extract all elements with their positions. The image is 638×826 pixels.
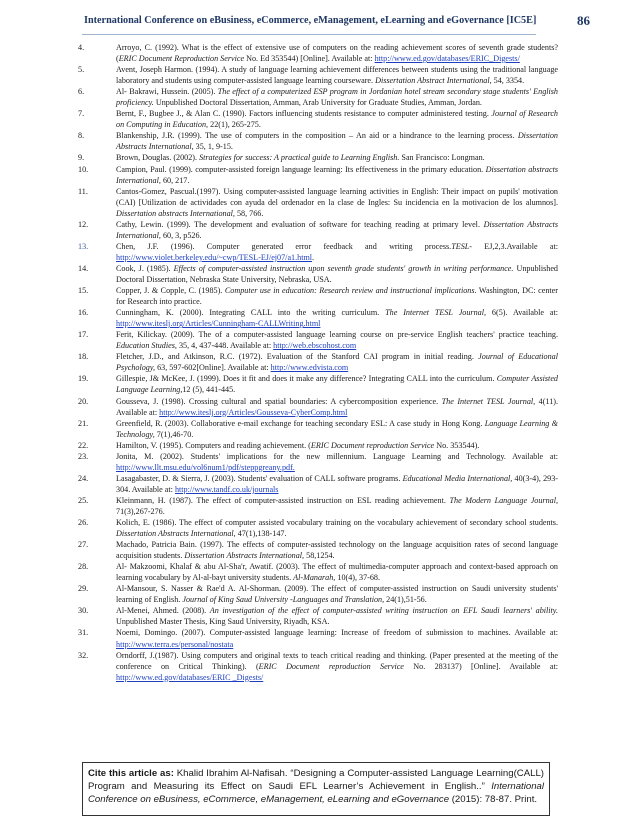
reference-detail: 40(3-4), 293-304. Available at: bbox=[116, 473, 558, 494]
reference-item bbox=[78, 650, 558, 683]
reference-text bbox=[116, 285, 558, 307]
reference-number: 32. bbox=[78, 650, 89, 660]
reference-text bbox=[116, 440, 558, 451]
reference-number: 10. bbox=[78, 164, 89, 174]
reference-detail: 22(1), 265-275. bbox=[208, 120, 261, 130]
reference-main-text: Cunningham, K. (2000). Integrating CALL into the writing curriculum. bbox=[116, 308, 386, 318]
reference-number: 29. bbox=[78, 584, 89, 594]
reference-item bbox=[78, 152, 558, 163]
reference-main-text: Bernt, F., Bugbee J., & Alan C. (1990). Factors influencing students resistance to computer administered testing. bbox=[116, 109, 492, 119]
reference-detail: Unpublished Master Thesis, King Saud University, Riyadh, KSA. bbox=[116, 617, 330, 627]
reference-detail: , 35, 1, 9-15. bbox=[191, 142, 233, 152]
citation-text: Khalid Ibrahim Al-Nafisah. “Designing a Computer-assisted Language Learning(CALL) Program and Measuring its Effect on Saudi EFL Learner’s Achievement in English..” bbox=[88, 768, 544, 792]
reference-detail: Unpublished Doctoral Dissertation, Amman, Arab University for Graduate Studies, Amman, Jordan. bbox=[153, 98, 482, 108]
reference-detail: 4(11). Available at: bbox=[116, 396, 559, 417]
reference-item bbox=[78, 396, 558, 418]
reference-italic: Dissertation Abstract International, bbox=[375, 76, 492, 86]
reference-item bbox=[78, 495, 558, 517]
reference-link[interactable]: http://web.ebscohost.com bbox=[273, 341, 357, 351]
reference-main-text: Al-Mansour, S. Nasser & Rae'd A. Al-Shorman. (2009). The effect of computer-assisted instruction on Saudi university students' learning of English. bbox=[116, 584, 558, 605]
reference-detail: 47(1),138-147. bbox=[235, 529, 287, 539]
reference-main-text: Cathy, Lewin. (1999). The development and evaluation of software for teaching reading at primary level. bbox=[116, 219, 484, 229]
reference-text bbox=[116, 186, 558, 219]
conference-title: International Conference on eBusiness, eCommerce, eManagement, eLearning and eGovernance [IC5E] bbox=[84, 15, 537, 26]
reference-link[interactable]: http://www.edvista.com bbox=[270, 363, 349, 373]
reference-italic: The Internet TESL Journal, bbox=[385, 308, 487, 318]
reference-detail: 35, 4, 437-448. Available at: bbox=[176, 341, 274, 351]
reference-number: 16. bbox=[78, 308, 89, 318]
reference-main-text: Greenfield, R. (2003). Collaborative e-mail exchange for teaching secondary ESL: A case study in Hong Kong. bbox=[116, 418, 485, 428]
reference-italic: Journal of King Saud University -Languages and Translation, bbox=[182, 595, 385, 605]
reference-main-text: Ferit, Kilickay. (2009). The of a computer-assisted language learning course on pre-service English teachers' practice teaching. bbox=[116, 330, 558, 340]
reference-text bbox=[116, 219, 558, 241]
reference-number: 13. bbox=[78, 241, 89, 251]
reference-number: 18. bbox=[78, 352, 89, 362]
reference-item bbox=[78, 440, 558, 451]
reference-text bbox=[116, 241, 558, 263]
reference-number: 11. bbox=[78, 186, 88, 196]
reference-main-text: Avent, Joseph Harmon. (1994). A study of language learning achievement differences between students using the traditional language laboratory and students using computer-assisted language learning courseware. bbox=[116, 65, 558, 86]
reference-italic: Dissertation Abstracts International, bbox=[116, 529, 236, 539]
reference-number: 22. bbox=[78, 440, 89, 450]
reference-italic: Dissertation Abstracts International, bbox=[184, 551, 305, 561]
citation-tail: (2015): 78-87. Print. bbox=[449, 794, 538, 805]
reference-item bbox=[78, 539, 558, 561]
reference-detail: 6(5). Available at: bbox=[486, 308, 558, 318]
citation-box bbox=[82, 762, 550, 816]
reference-italic: Journal of Educational Psychology, bbox=[116, 352, 558, 373]
reference-detail: , 60, 3, p526. bbox=[158, 230, 202, 240]
reference-item bbox=[78, 583, 558, 605]
reference-item bbox=[78, 164, 558, 186]
reference-number: 15. bbox=[78, 286, 89, 296]
reference-text bbox=[116, 64, 558, 86]
reference-italic: ERIC Document reproduction Service bbox=[310, 440, 435, 450]
reference-detail: 71(3),267-276. bbox=[116, 506, 165, 516]
reference-main-text: Jonita, M. (2002). Students' implications for the new millennium. Language Learning and Technology. Available at: bbox=[116, 451, 558, 461]
reference-link[interactable]: http://www.iteslj.org/Articles/Gousseva-CyberComp.html bbox=[159, 407, 348, 417]
reference-text bbox=[116, 152, 558, 163]
reference-text bbox=[116, 627, 558, 649]
reference-text bbox=[116, 86, 558, 108]
reference-number: 4. bbox=[78, 43, 85, 52]
reference-italic: Dissertation abstracts International bbox=[116, 164, 558, 185]
reference-text bbox=[116, 605, 558, 627]
reference-text bbox=[116, 130, 558, 152]
citation-label: Cite this article as: bbox=[88, 768, 174, 779]
reference-text bbox=[116, 650, 558, 683]
reference-main-text: Cook, J. (1985). bbox=[116, 263, 174, 273]
reference-detail: 10(4), 37-68. bbox=[335, 573, 381, 583]
reference-detail: , 60, 217. bbox=[158, 175, 190, 185]
reference-italic: Al-Manarah, bbox=[293, 573, 336, 583]
reference-number: 30. bbox=[78, 606, 89, 616]
reference-item bbox=[78, 263, 558, 285]
reference-detail: 63, 597-602[Online]. Available at: bbox=[155, 363, 271, 373]
reference-link[interactable]: http://www.ed.gov/databases/ERIC _Digests/ bbox=[116, 672, 264, 682]
reference-text bbox=[116, 473, 558, 495]
reference-number: 5. bbox=[78, 65, 85, 75]
reference-item bbox=[78, 473, 558, 495]
reference-number: 8. bbox=[78, 131, 85, 141]
reference-italic: The Modern Language Journal, bbox=[449, 495, 558, 505]
reference-item bbox=[78, 86, 558, 108]
reference-item bbox=[78, 451, 558, 473]
reference-text bbox=[116, 42, 558, 64]
reference-item bbox=[78, 605, 558, 627]
reference-detail: 58, 766. bbox=[234, 208, 264, 218]
reference-text bbox=[116, 263, 558, 285]
reference-text bbox=[116, 351, 558, 373]
reference-text bbox=[116, 539, 558, 561]
reference-detail: . Washington, DC: center for Research into practice. bbox=[116, 286, 558, 307]
reference-text bbox=[116, 418, 558, 440]
reference-link[interactable]: http://www.terra.es/personal/nostata bbox=[116, 639, 234, 649]
reference-text bbox=[116, 495, 558, 517]
reference-main-text: Fletcher, J.D., and Atkinson, R.C. (1972). Evaluation of the Stanford CAI program in initial reading. bbox=[116, 352, 479, 362]
reference-italic: TESL- bbox=[451, 241, 472, 251]
reference-text bbox=[116, 307, 558, 329]
reference-main-text: Gousseva, J. (1998). Crossing cultural and spatial boundaries: A cybercomposition experience. bbox=[116, 396, 442, 406]
reference-detail: 58,1254. bbox=[304, 551, 335, 561]
reference-item bbox=[78, 108, 558, 130]
reference-item bbox=[78, 285, 558, 307]
reference-italic: Educational Media International, bbox=[402, 473, 513, 483]
reference-main-text: Machado, Patricia Bain. (1997). The effects of computer-assisted technology on the language acquisition rates of second language acquisition students. bbox=[116, 540, 558, 561]
reference-item bbox=[78, 351, 558, 373]
reference-number: 31. bbox=[78, 628, 89, 638]
reference-number: 6. bbox=[78, 87, 85, 97]
reference-italic: The effect of a computerized ESP program in Jordanian hotel stream secondary stage students' English proficiency. bbox=[116, 87, 558, 108]
reference-number: 17. bbox=[78, 330, 89, 340]
reference-italic: ERIC Document Reproduction Service bbox=[118, 54, 245, 64]
reference-italic: Effects of computer-assisted instruction upon seventh grade students' growth in writing performance. bbox=[173, 263, 514, 273]
citation-venue: International Conference on eBusiness, eCommerce, eManagement, eLearning and eGovernance bbox=[88, 781, 544, 805]
reference-list bbox=[78, 42, 558, 683]
reference-item bbox=[78, 627, 558, 649]
reference-number: 28. bbox=[78, 562, 89, 572]
reference-main-text: Chen, J.F. (1996). Computer generated error feedback and writing process. bbox=[116, 241, 452, 251]
header-divider bbox=[82, 34, 536, 35]
reference-item bbox=[78, 418, 558, 440]
reference-detail: No. 283137) [Online]. Available at: bbox=[403, 661, 558, 671]
reference-detail: EJ,2,3.Available at: bbox=[472, 241, 558, 251]
reference-main-text: Al- Bakrawi, Hussein. (2005). bbox=[116, 87, 218, 97]
reference-item bbox=[78, 517, 558, 539]
reference-main-text: Hamilton, V. (1995). Computers and reading achievement. ( bbox=[116, 440, 311, 450]
reference-item bbox=[78, 241, 558, 263]
reference-number: 27. bbox=[78, 540, 89, 550]
reference-main-text: Gillespie, J& McKee, J. (1999). Does it fit and does it make any difference? Integrating CALL into the curriculum. bbox=[116, 374, 497, 384]
reference-link[interactable]: http://www.llt.msu.edu/vol6num1/pdf/steppgreany.pdf. bbox=[116, 462, 295, 472]
reference-main-text: Noemi, Domingo. (2007). Computer-assisted language learning: Increase of freedom of submission to machines. Available at: bbox=[116, 628, 558, 638]
reference-italic: Dissertation Abstracts International bbox=[116, 219, 558, 240]
reference-number: 20. bbox=[78, 396, 89, 406]
reference-text bbox=[116, 583, 558, 605]
reference-number: 9. bbox=[78, 153, 85, 163]
reference-item bbox=[78, 186, 558, 219]
reference-italic: Strategies for success: A practical guide to Learning English. bbox=[199, 153, 400, 163]
reference-item bbox=[78, 373, 558, 395]
reference-italic: Computer Assisted Language Learning, bbox=[116, 374, 558, 395]
reference-text bbox=[116, 373, 558, 395]
reference-detail: 7(1),46-70. bbox=[154, 429, 194, 439]
reference-number: 24. bbox=[78, 473, 89, 483]
page-header bbox=[70, 12, 590, 30]
reference-main-text: Orndorff, J.(1987). Using computers and original texts to teach critical reading and thinking. (Paper presented at the meeting of the conference on Critical Thinking). ( bbox=[116, 650, 558, 671]
reference-number: 25. bbox=[78, 495, 89, 505]
reference-text bbox=[116, 164, 558, 186]
reference-italic: ERIC Document reproduction Service bbox=[258, 661, 404, 671]
reference-italic: Language Learning & Technology, bbox=[116, 418, 558, 439]
reference-number: 21. bbox=[78, 418, 89, 428]
reference-end: . bbox=[312, 252, 315, 262]
page-number: 86 bbox=[577, 13, 590, 28]
reference-number: 26. bbox=[78, 518, 89, 528]
reference-main-text: Lasagabaster, D. & Sierra, J. (2003). Students' evaluation of CALL software programs. bbox=[116, 473, 403, 483]
reference-text bbox=[116, 561, 558, 583]
reference-main-text: Blankenship, J.R. (1999). The use of computers in the composition – An aid or a hindrance to the learning process. bbox=[116, 131, 518, 141]
reference-text bbox=[116, 517, 558, 539]
reference-item bbox=[78, 561, 558, 583]
reference-link[interactable]: http://www.violet.berkeley.edu/~cwp/TESL-EJ/ej07/a1.html bbox=[116, 252, 313, 262]
reference-detail: 54, 3354. bbox=[491, 76, 525, 86]
reference-item bbox=[78, 307, 558, 329]
reference-italic: Computer use in education: Research review and instructional implications bbox=[224, 286, 475, 296]
reference-item bbox=[78, 219, 558, 241]
reference-main-text: Cantos-Gomez, Pascual.(1997). Using computer-assisted language learning activities in English: Their impact on pupils' motivation (CAI) [Utilization de actividades con ayuda del ordenador en la clase de Ingles: Su incidencia en la motivacion de los alumnos]. bbox=[116, 186, 558, 207]
reference-main-text: Al- Makzoomi, Khalaf & abu Al-Sha'r, Awatif. (2003). The effect of multimedia-computer approach and context-based approach on learning vocabulary by Al-al-bayt university students. bbox=[116, 562, 558, 583]
reference-main-text: Arroyo, C. (1992). What is the effect of extensive use of computers on the reading achievement scores of seventh grade students? ( bbox=[116, 43, 558, 64]
reference-number: 7. bbox=[78, 109, 85, 119]
reference-italic: An investigation of the effect of computer-assisted writing instruction on EFL Saudi learners' ability. bbox=[209, 606, 559, 616]
reference-italic: Education Studies, bbox=[116, 341, 177, 351]
reference-number: 23. bbox=[78, 451, 89, 461]
reference-main-text: Brown, Douglas. (2002). bbox=[116, 153, 200, 163]
reference-detail: 24(1),51-56. bbox=[384, 595, 427, 605]
reference-link[interactable]: http://www.ed.gov/databases/ERIC_Digests/ bbox=[374, 54, 520, 64]
reference-italic: The Internet TESL Journal, bbox=[441, 396, 536, 406]
reference-item bbox=[78, 329, 558, 351]
reference-main-text: Campion, Paul. (1999). computer-assisted foreign language learning: Its effectiveness in the primary education. bbox=[116, 164, 486, 174]
reference-main-text: Al-Menei, Ahmed. (2008). bbox=[116, 606, 210, 616]
reference-italic: Dissertation Abstracts International bbox=[116, 131, 558, 152]
reference-text bbox=[116, 108, 558, 130]
reference-detail: No. Ed 353544) [Online]. Available at: bbox=[244, 54, 375, 64]
reference-main-text: Copper, J. & Copple, C. (1985). bbox=[116, 286, 225, 296]
reference-detail: No. 353544). bbox=[434, 440, 480, 450]
reference-detail: San Francisco: Longman. bbox=[399, 153, 485, 163]
reference-item bbox=[78, 64, 558, 86]
reference-main-text: Kleinmann, H. (1987). The effect of computer-assisted instruction on ESL reading achievement. bbox=[116, 495, 450, 505]
reference-italic: Dissertation abstracts International, bbox=[116, 208, 235, 218]
reference-text bbox=[116, 396, 558, 418]
reference-number: 19. bbox=[78, 374, 89, 384]
reference-item bbox=[78, 42, 558, 64]
reference-detail: Unpublished Doctoral Dissertation, Nebraska State University, Nebraska, USA. bbox=[116, 263, 558, 284]
reference-italic: Journal of Research on Computing in Education, bbox=[116, 109, 558, 130]
reference-link[interactable]: http://www.tandf.co.uk/journals bbox=[174, 484, 279, 494]
reference-main-text: Kolich, E. (1986). The effect of computer assisted vocabulary training on the vocabulary achievement of secondary school students. bbox=[116, 518, 558, 528]
reference-number: 14. bbox=[78, 263, 89, 273]
reference-text bbox=[116, 451, 558, 473]
reference-link[interactable]: http://www.iteslj.org/Articles/Cunningham-CALLWriting.html bbox=[116, 319, 321, 329]
reference-text bbox=[116, 329, 558, 351]
reference-detail: 12 (5), 441-445. bbox=[182, 385, 236, 395]
reference-item bbox=[78, 130, 558, 152]
reference-number: 12. bbox=[78, 219, 89, 229]
